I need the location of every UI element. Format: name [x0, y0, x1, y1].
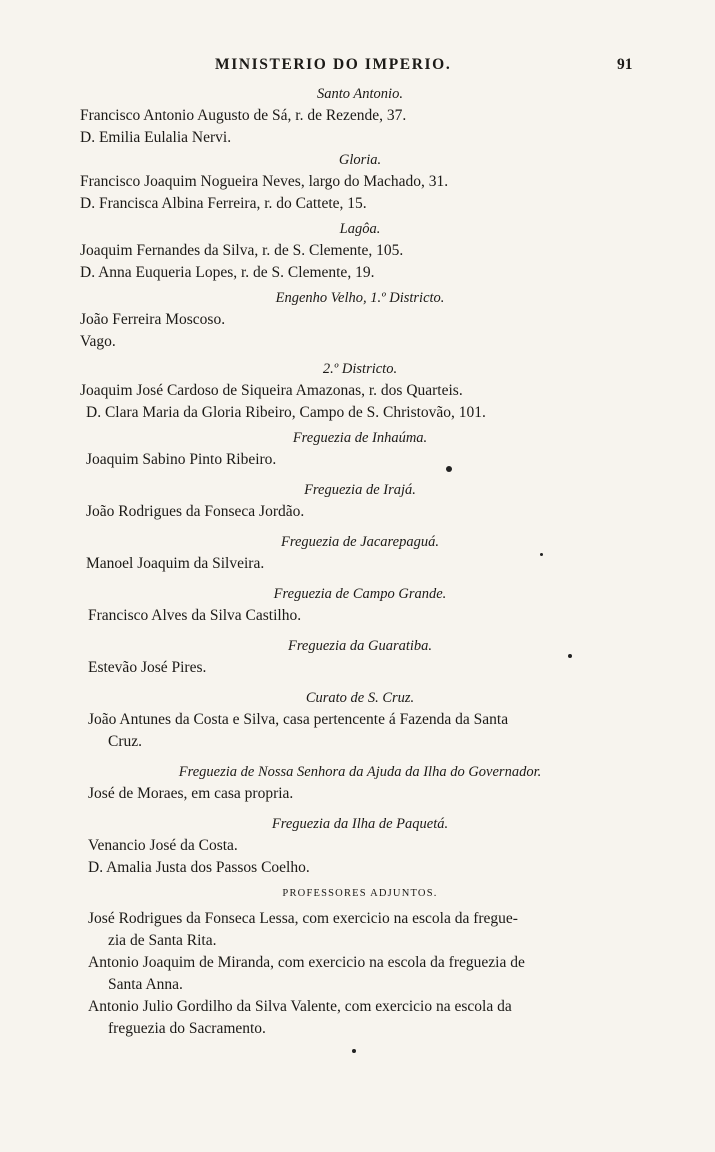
- section-heading-adjuntos: PROFESSORES ADJUNTOS.: [282, 888, 438, 899]
- ink-speck: [540, 553, 543, 556]
- section-heading: Freguezia de Campo Grande.: [273, 586, 447, 602]
- entry-line: Francisco Alves da Silva Castilho.: [88, 607, 302, 624]
- entry-line: José Rodrigues da Fonseca Lessa, com exercicio na escola da fregue-: [88, 910, 518, 927]
- ink-speck: [568, 654, 572, 658]
- section-heading: Freguezia da Guaratiba.: [287, 638, 433, 654]
- section-heading: Freguezia da Ilha de Paquetá.: [271, 816, 449, 832]
- entry-line: Estevão José Pires.: [88, 659, 207, 676]
- entry-line: Manoel Joaquim da Silveira.: [86, 555, 265, 572]
- section-heading: Gloria.: [338, 152, 382, 168]
- section-heading: Freguezia de Jacarepaguá.: [281, 534, 439, 550]
- entry-line: João Antunes da Costa e Silva, casa pertencente á Fazenda da Santa: [88, 711, 509, 728]
- entry-line: Antonio Joaquim de Miranda, com exercicio na escola da freguezia de: [88, 954, 525, 971]
- entry-line: José de Moraes, em casa propria.: [88, 785, 294, 802]
- entry-line: Venancio José da Costa.: [88, 837, 238, 854]
- section-heading: Freguezia de Irajá.: [304, 482, 416, 498]
- entry-line: D. Anna Euqueria Lopes, r. de S. Clemente, 19.: [80, 264, 375, 281]
- entry-line: D. Amalia Justa dos Passos Coelho.: [88, 859, 310, 876]
- entry-line: D. Emilia Eulalia Nervi.: [80, 129, 232, 146]
- section-heading: Curato de S. Cruz.: [305, 690, 415, 706]
- section-heading: Santo Antonio.: [317, 86, 403, 102]
- entry-line: Francisco Joaquim Nogueira Neves, largo do Machado, 31.: [80, 173, 449, 190]
- page-header: [0, 56, 715, 80]
- page-number: 91: [617, 56, 633, 73]
- entry-line: D. Clara Maria da Gloria Ribeiro, Campo de S. Christovão, 101.: [86, 404, 486, 421]
- ink-speck: [446, 466, 452, 472]
- entry-line: Francisco Antonio Augusto de Sá, r. de Rezende, 37.: [80, 107, 407, 124]
- document-body: [0, 83, 715, 1040]
- entry-line: Joaquim Sabino Pinto Ribeiro.: [86, 451, 277, 468]
- entry-line: João Rodrigues da Fonseca Jordão.: [86, 503, 305, 520]
- page-title: MINISTERIO DO IMPERIO.: [215, 56, 452, 73]
- entry-line: D. Francisca Albina Ferreira, r. do Cattete, 15.: [80, 195, 367, 212]
- entry-line: Antonio Julio Gordilho da Silva Valente, com exercicio na escola da: [88, 998, 512, 1015]
- entry-line-continuation: freguezia do Sacramento.: [108, 1020, 266, 1037]
- entry-line-continuation: zia de Santa Rita.: [108, 932, 217, 949]
- entry-line-continuation: Santa Anna.: [108, 976, 183, 993]
- entry-line-continuation: Cruz.: [108, 733, 143, 750]
- entry-line: Joaquim José Cardoso de Siqueira Amazonas, r. dos Quarteis.: [80, 382, 463, 399]
- entry-line: Vago.: [80, 333, 116, 350]
- ink-speck: [352, 1049, 356, 1053]
- entry-line: Joaquim Fernandes da Silva, r. de S. Clemente, 105.: [80, 242, 404, 259]
- section-heading: Freguezia de Nossa Senhora da Ajuda da Ilha do Governador.: [178, 764, 542, 780]
- entry-line: João Ferreira Moscoso.: [80, 311, 226, 328]
- section-heading: Lagôa.: [339, 221, 381, 237]
- section-heading: Engenho Velho, 1.º Districto.: [275, 290, 445, 306]
- section-heading: 2.º Districto.: [322, 361, 398, 377]
- section-heading: Freguezia de Inhaúma.: [292, 430, 428, 446]
